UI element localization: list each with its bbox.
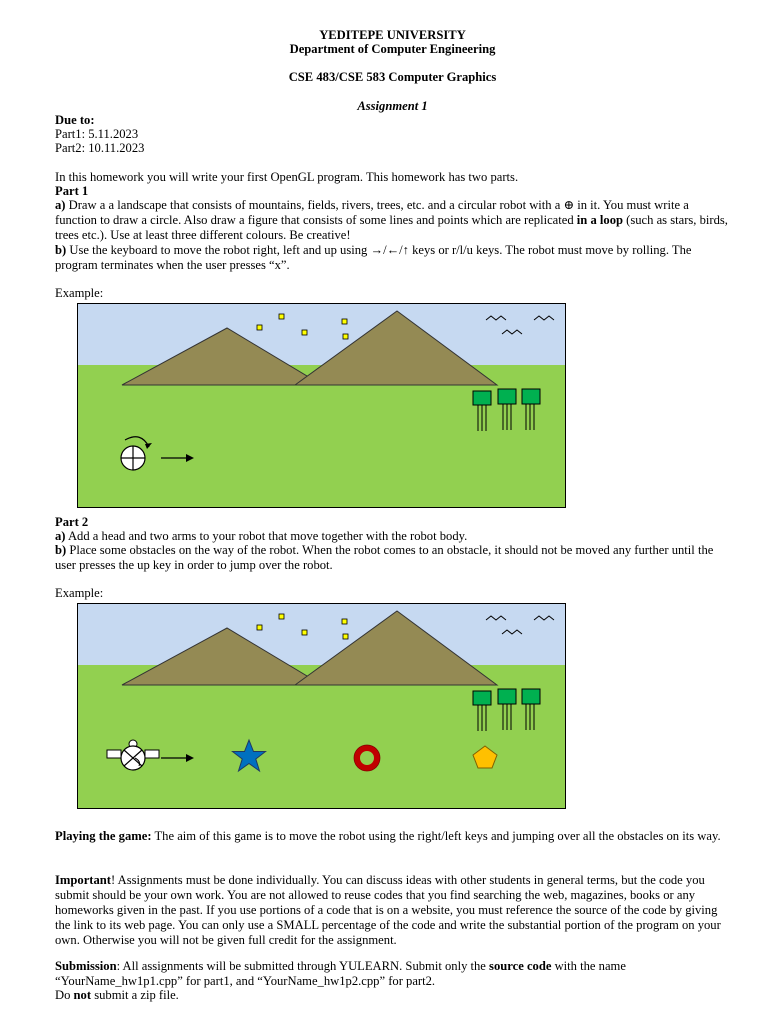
university-title: YEDITEPE UNIVERSITY	[319, 28, 466, 42]
part2-a-label: a)	[55, 529, 66, 543]
submission-bold: source code	[489, 959, 552, 973]
submission-text1: : All assignments will be submitted through YULEARN. Submit only the	[116, 959, 490, 973]
part1-example-label: Example:	[55, 286, 104, 300]
example-figure-1	[77, 303, 566, 508]
part2-b-text: Place some obstacles on the way of the robot. When the robot comes to an obstacle, it should not be moved any further until the user presses the up key in order to jump over the robot.	[55, 543, 714, 572]
department-title: Department of Computer Engineering	[289, 42, 496, 56]
part1-b-label: b)	[55, 243, 67, 257]
part1-b-text: Use the keyboard to move the robot right, left and up using →/←/↑ keys or r/l/u keys. The robot must move by rolling. The program terminates when the user presses “x”.	[55, 243, 692, 272]
submission-label: Submission	[55, 959, 117, 973]
sky	[77, 603, 566, 665]
submission-zip-note: Do not submit a zip file.	[55, 988, 179, 1002]
part1-title: Part 1	[55, 184, 89, 198]
course-title: CSE 483/CSE 583 Computer Graphics	[288, 70, 497, 84]
sky	[77, 303, 566, 365]
part2-a-paragraph	[55, 529, 730, 544]
part2-b-label: b)	[55, 543, 67, 557]
part1-a-bold: in a loop	[576, 213, 623, 227]
example-figure-2	[77, 603, 566, 809]
part2-title: Part 2	[55, 515, 89, 529]
part2-a-text: Add a head and two arms to your robot that move together with the robot body.	[65, 529, 468, 543]
intro-text: In this homework you will write your first OpenGL program. This homework has two parts.	[55, 170, 519, 184]
important-label: Important	[55, 873, 111, 887]
playing-label: Playing the game:	[55, 829, 152, 843]
due-part1: Part1: 5.11.2023	[55, 127, 139, 141]
part1-a-text2: (such as stars, birds, trees etc.). Use at least three different colours. Be creative!	[55, 213, 728, 242]
field	[77, 665, 566, 809]
playing-paragraph	[55, 829, 730, 844]
playing-text: The aim of this game is to move the robot using the right/left keys and jumping over all the obstacles on its way.	[151, 829, 721, 843]
field	[77, 365, 566, 508]
part2-example-label: Example:	[55, 586, 104, 600]
part1-a-text1: Draw a a landscape that consists of mountains, fields, rivers, trees, etc. and a circular robot with a ⊕ in it. You must write a function to draw a circle. Also draw a figure that consists of some lines and points which are replicated	[55, 198, 689, 227]
submission-paragraph	[55, 959, 730, 989]
due-label: Due to:	[55, 113, 95, 127]
submission-text2: with the name “YourName_hw1p1.cpp” for part1, and “YourName_hw1p2.cpp” for part2.	[55, 959, 626, 988]
important-text: ! Assignments must be done individually. You can discuss ideas with other students in general terms, but the code you submit should be your own work. You are not allowed to reuse codes that you find searching the web, magazines, books or any homeworks given in the past. If you use portions of a code that is on a website, you must reference the source of the code by giving the link to its web page. You can only use a SMALL percentage of the code and write the substantial portion of the program on your own. Otherwise you will not be given full credit for the assignment.	[55, 873, 721, 947]
important-paragraph	[55, 873, 730, 948]
part2-b-paragraph	[55, 543, 730, 573]
part1-a-label: a)	[55, 198, 66, 212]
assignment-title: Assignment 1	[357, 99, 428, 113]
due-part2: Part2: 10.11.2023	[55, 141, 145, 155]
part1-a-paragraph	[55, 198, 730, 243]
part1-b-paragraph	[55, 243, 730, 273]
